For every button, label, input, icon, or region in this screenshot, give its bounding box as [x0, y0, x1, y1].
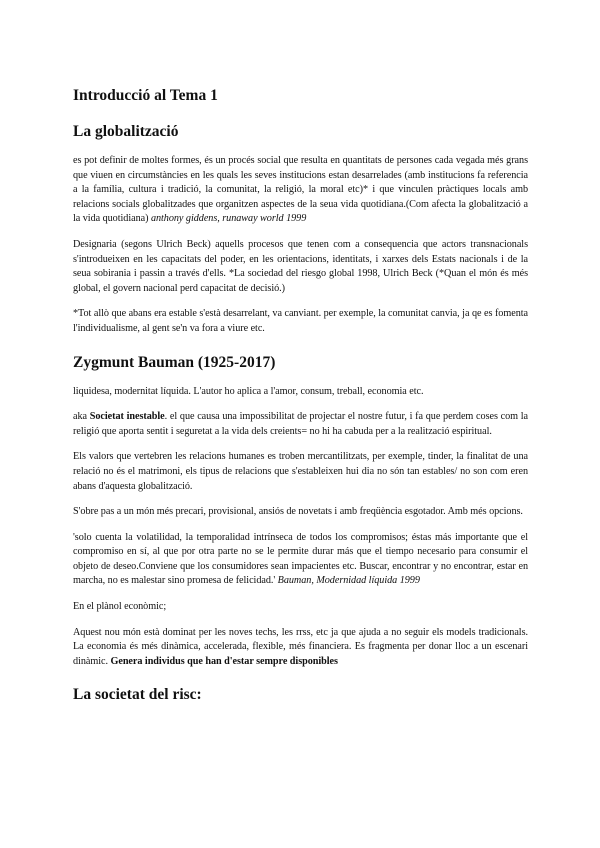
paragraph-planol-economic	[73, 600, 528, 615]
paragraph-text: liquidesa, modernitat líquida. L'autor ho aplica a l'amor, consum, treball, economia etc.	[73, 385, 424, 397]
paragraph-text: Els valors que vertebren les relacions humanes es troben mercantilitzats, per exemple, tinder, la finalitat de una relació no és el matrimoni, els tipus de relacions que s'estableixen hui dia no són tan estables/ no son com eren abans d'aquesta globalització.	[73, 451, 528, 492]
paragraph-mon-precari	[73, 505, 528, 520]
paragraph-nou-mon	[73, 626, 528, 670]
paragraph-valors	[73, 450, 528, 494]
paragraph-liquidesa	[73, 385, 528, 400]
paragraph-text: Designaria (segons Ulrich Beck) aquells procesos que tenen com a consequencia que actors transnacionals s'introdueixen en les capacitats del poder, en les orientacions, identitats, i xarxes dels Estats nacionals i de la seua sobirania i passin a través d'ells. *La sociedad del riesgo global 1998, Ulrich Beck (*Quan el món és més global, el govern nacional perd capacitat de decisió.)	[73, 238, 528, 294]
section-heading-risc: La societat del risc:	[73, 686, 202, 704]
paragraph-text: . el que causa una impossibilitat de projectar el nostre futur, i fa que perdem coses com la religió que aporta sentit i seguretat a la vida dels creients= no hi ha cabuda per a la realització espiritual.	[73, 411, 529, 437]
paragraph-text: En el plànol econòmic;	[73, 601, 167, 613]
paragraph-text: *Tot allò que abans era estable s'està desarrelant, va canviant. per exemple, la comunitat canvia, ja qe es fomenta l'individualisme, al gent se'n va fora a viure etc.	[73, 308, 528, 334]
section-heading-bauman: Zygmunt Bauman (1925-2017)	[73, 353, 276, 371]
paragraph-text: Aquest nou món està dominat per les noves techs, les rrss, etc ja que ajuda a no seguir els models tradicionals. La economia és més dinàmica, accelerada, flexible, més financiera. Es fragmenta per donar lloc a un escenari dinàmic.	[73, 626, 528, 667]
paragraph-definicio	[73, 154, 528, 227]
paragraph-quote-bauman	[73, 531, 528, 589]
paragraph-text: S'obre pas a un món més precari, provisional, ansiós de novetats i amb freqüència esgotador. Amb més opcions.	[73, 506, 523, 518]
section-heading-globalitzacio: La globalització	[73, 123, 179, 140]
paragraph-societat-inestable	[73, 410, 528, 439]
document-title: Introducció al Tema 1	[73, 87, 218, 104]
quote-text: 'solo cuenta la volatilidad, la temporalidad intrínseca de todos los compromisos; éstas más importante que el compromiso en sí, al que por otra parte no se le permite durar más que el tiempo necesario para consumir el objeto de deseo.Conviene que los consumidores sean impacientes etc. Buscar, encontrar y no encontrar, estar en marcha, no es malestar sino promesa de felicidad.'	[73, 531, 528, 587]
paragraph-desarrelament	[73, 307, 528, 336]
paragraph-prefix: aka	[73, 411, 90, 423]
citation-bauman: Bauman, Modernidad líquida 1999	[277, 575, 420, 587]
bold-statement-individus: Genera individus que han d'estar sempre disponibles	[110, 655, 338, 667]
section-globalitzacio	[73, 122, 528, 337]
bold-term-societat-inestable: Societat inestable	[89, 411, 165, 423]
citation-giddens: anthony giddens, runaway world 1999	[150, 213, 307, 225]
section-societat-risc	[73, 685, 528, 705]
section-bauman	[73, 353, 528, 670]
paragraph-text: es pot definir de moltes formes, és un procés social que resulta en quantitats de persones cada vegada més grans que viuen en circumstàncies en les quals les seves institucions estan desarrelades (amb institucions fa referencia a la família, cultura i tradició, la comunitat, la religió, la moral etc)* i que vinculen pràctiques locals amb relacions socials globalitzades que organitzen aspectes de la seua vida quotidiana.(Com afecta la globalització a la vida quotidiana)	[73, 155, 528, 225]
paragraph-beck	[73, 238, 528, 296]
document-content	[73, 86, 528, 717]
